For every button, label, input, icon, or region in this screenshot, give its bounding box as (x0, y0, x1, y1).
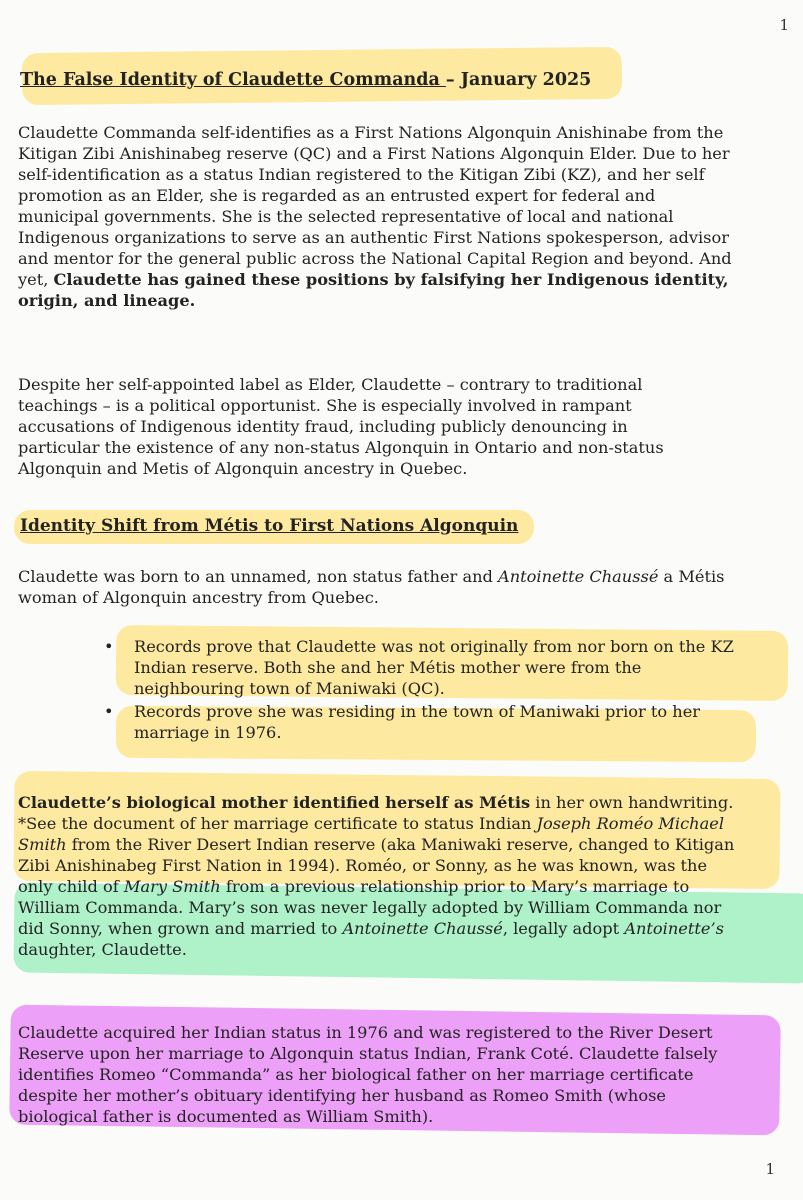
italic-name: Joseph Roméo Michael (536, 814, 725, 833)
text-span: *See the document of her marriage certificate to status Indian (18, 814, 537, 833)
paragraph-5 (18, 1022, 717, 1127)
italic-name: Antoinette Chaussé (498, 567, 659, 586)
text-line: and mentor for the general public across the National Capital Region and beyond. And (18, 249, 732, 268)
bold-claim: Claudette has gained these positions by falsifying her Indigenous identity, (53, 270, 729, 289)
text-span: , legally adopt (502, 919, 625, 938)
bold-claim: origin, and lineage. (18, 291, 196, 310)
text-line (18, 566, 725, 587)
italic-name: Mary Smith (123, 877, 221, 896)
text-line (18, 269, 732, 290)
paragraph-3 (18, 566, 725, 608)
bold-claim: Claudette’s biological mother identified herself as Métis (18, 793, 531, 812)
text-line (18, 813, 734, 834)
text-span: in her own handwriting. (530, 793, 734, 812)
text-line: despite her mother’s obituary identifying her husband as Romeo Smith (whose (18, 1086, 666, 1105)
text-line: municipal governments. She is the selected representative of local and national (18, 207, 674, 226)
text-line (18, 792, 734, 813)
text-line: self-identification as a status Indian registered to the Kitigan Zibi (KZ), and her self (18, 165, 705, 184)
text-span: from the River Desert Indian reserve (aka Maniwaki reserve, changed to Kitigan (66, 835, 735, 854)
text-line: Records prove she was residing in the town of Maniwaki prior to her (134, 702, 701, 721)
text-span: yet, (18, 270, 54, 289)
subheading: Identity Shift from Métis to First Nations Algonquin (20, 516, 519, 536)
paragraph-4 (18, 792, 734, 960)
text-line (18, 918, 734, 939)
text-line: woman of Algonquin ancestry from Quebec. (18, 588, 379, 607)
text-span: only child of (18, 877, 124, 896)
text-line (18, 290, 732, 311)
text-line: promotion as an Elder, she is regarded as an entrusted expert for federal and (18, 186, 656, 205)
title-date: – January 2025 (445, 70, 592, 90)
bullet-list (104, 636, 734, 745)
paragraph-2 (18, 374, 664, 479)
text-line (18, 834, 734, 855)
text-line: teachings – is a political opportunist. She is especially involved in rampant (18, 396, 632, 415)
text-line: Claudette Commanda self-identifies as a First Nations Algonquin Anishinabe from the (18, 123, 724, 142)
bullet-marker: • (104, 637, 114, 656)
text-span: from a previous relationship prior to Mary’s marriage to (220, 877, 690, 896)
text-line: identifies Romeo “Commanda” as her biological father on her marriage certificate (18, 1065, 694, 1084)
paragraph-1 (18, 122, 732, 311)
text-line: Algonquin and Metis of Algonquin ancestry in Quebec. (18, 459, 468, 478)
italic-name: Smith (18, 835, 67, 854)
text-span: did Sonny, when grown and married to (18, 919, 343, 938)
text-line: biological father is documented as William Smith). (18, 1107, 434, 1126)
italic-name: Antoinette Chaussé (342, 919, 503, 938)
text-line: neighbouring town of Maniwaki (QC). (134, 679, 445, 698)
italic-name: Antoinette’s (624, 919, 724, 938)
text-line: particular the existence of any non-status Algonquin in Ontario and non-status (18, 438, 664, 457)
text-line: Indian reserve. Both she and her Métis mother were from the (134, 658, 642, 677)
text-line: Zibi Anishinabeg First Nation in 1994). Roméo, or Sonny, as he was known, was the (18, 856, 708, 875)
text-line: Claudette acquired her Indian status in 1976 and was registered to the River Desert (18, 1023, 713, 1042)
text-span: Claudette was born to an unnamed, non status father and (18, 567, 499, 586)
list-item (104, 701, 734, 743)
text-line: accusations of Indigenous identity fraud, including publicly denouncing in (18, 417, 628, 436)
text-line: Reserve upon her marriage to Algonquin status Indian, Frank Coté. Claudette falsely (18, 1044, 718, 1063)
text-line: Despite her self-appointed label as Elder, Claudette – contrary to traditional (18, 375, 643, 394)
bullet-marker: • (104, 702, 114, 721)
text-line: daughter, Claudette. (18, 940, 187, 959)
text-line: William Commanda. Mary’s son was never legally adopted by William Commanda nor (18, 898, 722, 917)
text-line: Indigenous organizations to serve as an authentic First Nations spokesperson, advisor (18, 228, 729, 247)
list-item (104, 636, 734, 699)
text-line: Kitigan Zibi Anishinabeg reserve (QC) and a First Nations Algonquin Elder. Due to her (18, 144, 730, 163)
page-number-top: 1 (779, 16, 789, 34)
text-line: marriage in 1976. (134, 723, 282, 742)
page-number-bottom: 1 (765, 1160, 775, 1178)
text-span: a Métis (658, 567, 725, 586)
text-line (18, 876, 734, 897)
title-main: The False Identity of Claudette Commanda (20, 70, 446, 90)
text-line: Records prove that Claudette was not originally from nor born on the KZ (134, 637, 734, 656)
document-title (20, 70, 591, 91)
